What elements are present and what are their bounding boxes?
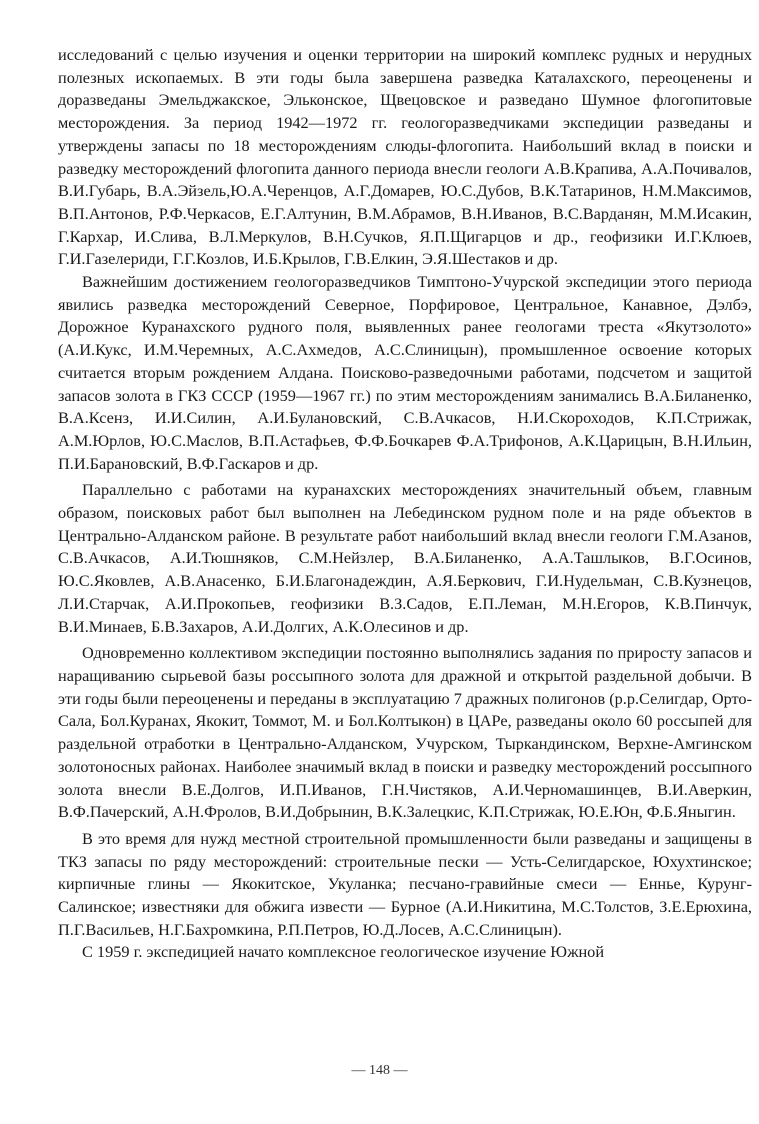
paragraph-1959: С 1959 г. экспедицией начато комплексное геологическое изучение Южной [82,942,605,962]
paragraph-lebedinsky: Параллельно с работами на куранахских месторождениях значительный объем, главным образом, поисковых работ был выполнен на Лебединском рудном поле и на ряде объектов в Центрально-Алданском районе. В результате работ наибольший вклад внесли геологи Г.М.Азанов, С.В.Ачкасов, А.И.Тюшняков, С.М.Нейзлер, В.А.Биланенко, А.А.Ташлыков, В.Г.Осинов, Ю.С.Яковлев, А.В.Анасенко, Б.И.Благонадеждин, А.Я.Беркович, Г.И.Нудельман, С.В.Кузнецов, Л.И.Старчак, А.И.Прокопьев, геофизики В.З.Садов, Е.П.Леман, М.Н.Егоров, К.В.Пинчук, В.И.Минаев, Б.В.Захаров, А.И.Долгих, А.К.Олесинов и др. [58,480,752,636]
paragraph-construction-materials: В это время для нужд местной строительной промышленности были разведаны и защищены в ТКЗ запасы по ряду месторождений: строительные пески — Усть-Селигдарское, Юхухтинское; кирпичные глины — Якокитское, Укуланка; песчано-гравийные смеси — Еннье, Курунг-Салинское; известняки для обжига извести — Бурное (А.И.Никитина, М.С.Толстов, З.Е.Ерюхина, П.Г.Васильев, Н.Г.Бахромкина, Р.П.Петров, Ю.Д.Лосев, А.С.Слиницын). [58,828,752,939]
paragraph-placer-gold: Одновременно коллективом экспедиции постоянно выполнялись задания по приросту запасов и наращиванию сырьевой базы россыпного золота для дражной и открытой раздельной добычи. В эти годы были переоценены и переданы в эксплуатацию 7 дражных полигонов (р.р.Селигдар, Орто-Сала, Бол.Куранах, Якокит, Томмот, М. и Бол.Колтыкон) в ЦАРе, разведаны около 60 россыпей для раздельной отработки в Центрально-Алданском, Учурском, Тыркандинском, Верхне-Амгинском золотоносных районах. Наиболее значимый вклад в поиски и разведку месторождений россыпного золота внесли В.Е.Долгов, И.П.Иванов, Г.Н.Чистяков, А.И.Черномашинцев, В.И.Аверкин, В.Ф.Пачерский, А.Н.Фролов, В.И.Добрынин, В.К.Залецкис, К.П.Стрижак, Ю.Е.Юн, Ф.Б.Яныгин. [58,643,752,822]
page-body [58,44,752,964]
paragraph-kuranakh: Важнейшим достижением геологоразведчиков Тимптоно-Учурской экспедиции этого периода явились разведка месторождений Северное, Порфировое, Центральное, Канавное, Дэлбэ, Дорожное Куранахского рудного поля, выявленных ранее геологами треста «Якутзолото» (А.И.Кукс, И.М.Черемных, А.С.Ахмедов, А.С.Слиницын), промышленное освоение которых считается вторым рождением Алдана. Поисково-разведочными работами, подсчетом и защитой запасов золота в ГКЗ СССР (1959—1967 гг.) по этим месторождениям занимались В.А.Биланенко, В.А.Ксенз, И.И.Силин, А.И.Булановский, С.В.Ачкасов, Н.И.Скороходов, К.П.Стрижак, А.М.Юрлов, Ю.С.Маслов, В.П.Астафьев, Ф.Ф.Бочкарев Ф.А.Трифонов, А.К.Царицын, В.Н.Ильин, П.И.Барановский, В.Ф.Гаскаров и др. [58,272,752,473]
page-number: — 148 — [351,1063,408,1078]
paragraph-phlogopite: исследований с целью изучения и оценки территории на широкий комплекс рудных и нерудных полезных ископаемых. В эти годы была завершена разведка Каталахского, переоценены и доразведаны Эмельджакское, Эльконское, Щвецовское и разведано Шумное флогопитовые месторождения. За период 1942—1972 гг. геологоразведчиками экспедиции разведаны и утверждены запасы по 18 месторождениям слюды-флогопита. Наибольший вклад в поиски и разведку месторождений флогопита данного периода внесли геологи А.В.Крапива, А.А.Почивалов, В.И.Губарь, В.А.Эйзель,Ю.А.Черенцов, А.Г.Домарев, Ю.С.Дубов, В.К.Татаринов, Н.М.Максимов, В.П.Антонов, Р.Ф.Черкасов, Е.Г.Алтунин, В.М.Абрамов, В.Н.Иванов, В.С.Варданян, М.М.Исакин, Г.Кархар, И.Слива, В.Л.Меркулов, В.Н.Сучков, Я.П.Щигарцов и др., геофизики И.Г.Клюев, Г.И.Газелериди, Г.Г.Козлов, И.Б.Крылов, Г.В.Елкин, Э.Я.Шестаков и др. [58,45,752,269]
